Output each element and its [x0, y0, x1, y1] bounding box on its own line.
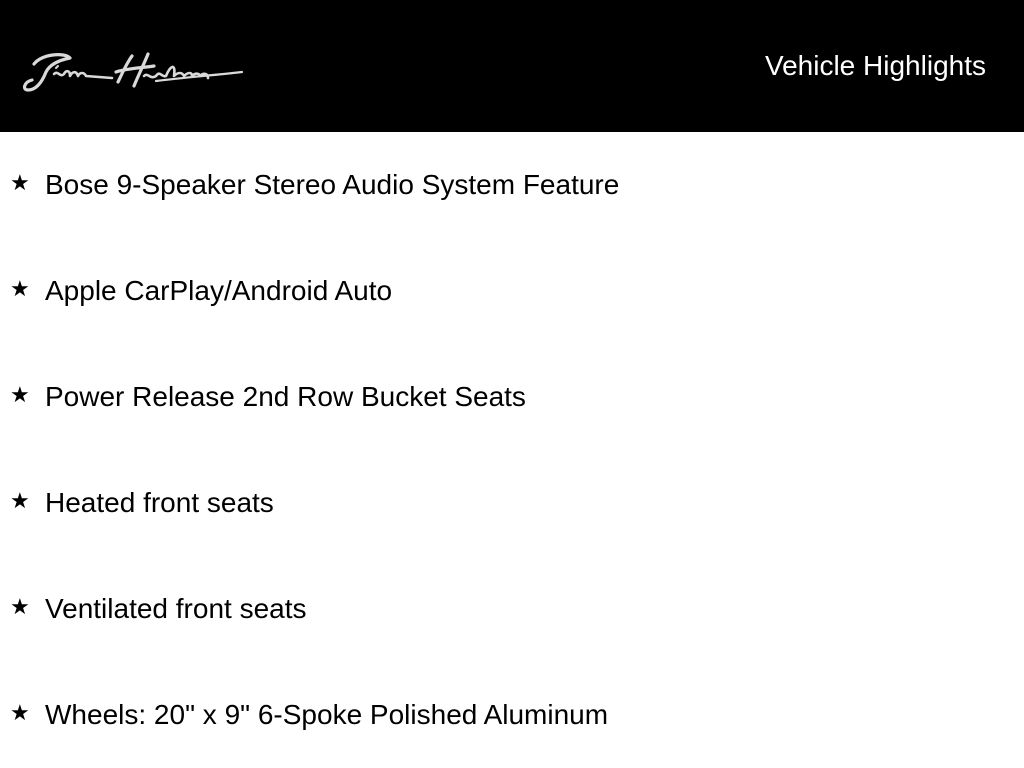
list-item — [0, 556, 1024, 662]
header-bar — [0, 0, 1024, 132]
jim-hudson-signature-logo — [20, 48, 244, 98]
highlight-text: Wheels: 20" x 9" 6-Spoke Polished Aluminum — [45, 699, 609, 730]
list-item — [0, 344, 1024, 450]
highlight-text: Apple CarPlay/Android Auto — [45, 275, 393, 306]
highlights-list — [0, 132, 1024, 768]
highlight-text: Bose 9-Speaker Stereo Audio System Feature — [45, 169, 620, 200]
star-icon: ★ — [10, 276, 30, 301]
highlight-text: Ventilated front seats — [45, 593, 307, 624]
list-item — [0, 662, 1024, 768]
list-item — [0, 132, 1024, 238]
highlight-text: Heated front seats — [45, 487, 274, 518]
highlight-text: Power Release 2nd Row Bucket Seats — [45, 381, 526, 412]
list-item — [0, 450, 1024, 556]
star-icon: ★ — [10, 170, 30, 195]
star-icon: ★ — [10, 382, 30, 407]
star-icon: ★ — [10, 700, 30, 725]
star-icon: ★ — [10, 594, 30, 619]
list-item — [0, 238, 1024, 344]
star-icon: ★ — [10, 488, 30, 513]
page-title: Vehicle Highlights — [764, 50, 986, 81]
